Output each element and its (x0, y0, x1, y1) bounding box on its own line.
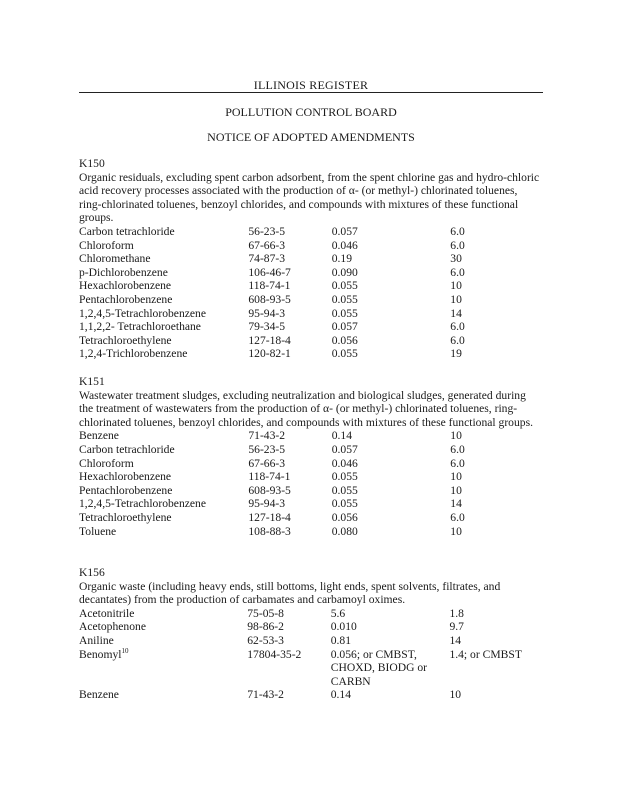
constituent-name (79, 266, 248, 280)
cas-number (248, 525, 331, 539)
cas-number (247, 648, 330, 689)
cas-number (248, 252, 331, 266)
cas-number (248, 239, 331, 253)
table-row (79, 443, 549, 457)
cas-number (248, 307, 331, 321)
nonwastewater-standard (449, 688, 549, 702)
nonwastewater-standard (450, 293, 549, 307)
table-row (79, 457, 549, 471)
wastewater-standard-text: 0.14 (330, 688, 352, 702)
constituent-rows (79, 225, 549, 361)
nonwastewater-standard (449, 648, 549, 689)
nonwastewater-standard (450, 429, 549, 443)
nonwastewater-standard (450, 252, 549, 266)
wastewater-standard-text: 0.057 (331, 224, 358, 238)
cas-number (248, 429, 331, 443)
nonwastewater-standard-text: 1.4; or CMBST (449, 647, 522, 661)
wastewater-standard-text: 0.056 (331, 333, 358, 347)
wastewater-standard (331, 620, 450, 634)
cas-number-text: 106-46-7 (248, 265, 291, 279)
register-title: ILLINOIS REGISTER (253, 78, 369, 92)
nonwastewater-standard-text: 10 (450, 279, 462, 293)
table-row (79, 320, 549, 334)
wastewater-standard-text: 0.14 (331, 429, 352, 443)
wastewater-standard (331, 648, 450, 689)
cas-number-text: 118-74-1 (248, 470, 291, 484)
nonwastewater-standard-text: 10 (449, 688, 462, 702)
wastewater-standard (332, 511, 451, 525)
cas-number (248, 293, 331, 307)
cas-number (248, 511, 331, 525)
constituent-name (79, 607, 247, 621)
constituent-name (79, 279, 248, 293)
constituent-table (79, 225, 549, 361)
constituent-name (79, 634, 247, 648)
wastewater-standard (332, 293, 451, 307)
wastewater-standard (332, 225, 451, 239)
cas-number-text: 79-34-5 (248, 320, 286, 334)
table-row (79, 484, 549, 498)
table-row (79, 607, 549, 621)
cas-number-text: 127-18-4 (248, 333, 291, 347)
table-row (79, 252, 549, 266)
table-row (79, 307, 549, 321)
cas-number (248, 470, 331, 484)
nonwastewater-standard (449, 620, 549, 634)
nonwastewater-standard (450, 443, 549, 457)
table-row (79, 429, 549, 443)
waste-code: K156 (79, 566, 105, 579)
constituent-name-text: Pentachlorobenzene (79, 292, 173, 306)
nonwastewater-standard (450, 266, 549, 280)
cas-number-text: 67-66-3 (248, 238, 286, 252)
cas-number-text: 120-82-1 (248, 347, 291, 361)
cas-number (248, 334, 331, 348)
cas-number-text: 127-18-4 (248, 510, 291, 524)
cas-number (248, 484, 331, 498)
wastewater-standard-text: 0.046 (331, 238, 358, 252)
constituent-name (79, 334, 248, 348)
constituent-name-text: Pentachlorobenzene (79, 483, 173, 497)
nonwastewater-standard (450, 334, 549, 348)
cas-number-text: 95-94-3 (248, 497, 286, 511)
constituent-name-text: Carbon tetrachloride (79, 442, 175, 456)
wastewater-standard-text: 5.6 (330, 606, 346, 620)
section-k151 (79, 375, 549, 538)
table-row (79, 634, 549, 648)
nonwastewater-standard-text: 6.0 (450, 510, 465, 524)
cas-number-text: 71-43-2 (248, 429, 286, 443)
nonwastewater-standard (450, 525, 549, 539)
nonwastewater-standard (450, 347, 549, 361)
constituent-name (79, 688, 247, 702)
wastewater-standard (332, 497, 451, 511)
constituent-name-text: Carbon tetrachloride (79, 224, 175, 238)
wastewater-standard (332, 484, 451, 498)
table-row (79, 688, 549, 702)
wastewater-standard-text: 0.055 (331, 483, 358, 497)
wastewater-standard-text: 0.057 (331, 442, 358, 456)
cas-number-text: 71-43-2 (247, 688, 284, 702)
wastewater-standard-text: 0.046 (331, 456, 358, 470)
table-row (79, 334, 549, 348)
constituent-name-text: Acetophenone (79, 620, 146, 634)
wastewater-standard (332, 320, 451, 334)
section-k150 (79, 157, 549, 361)
nonwastewater-standard-text: 6.0 (450, 442, 465, 456)
cas-number-text: 95-94-3 (248, 306, 286, 320)
table-row (79, 279, 549, 293)
cas-number-text: 62-53-3 (247, 633, 284, 647)
cas-number (248, 457, 331, 471)
constituent-name-text: Chloroform (79, 456, 134, 470)
nonwastewater-standard-text: 1.8 (449, 606, 464, 620)
wastewater-standard (331, 688, 450, 702)
constituent-name-text: Tetrachloroethylene (79, 333, 172, 347)
waste-code: K151 (79, 375, 105, 388)
constituent-name-text: Tetrachloroethylene (79, 510, 172, 524)
nonwastewater-standard (449, 607, 549, 621)
nonwastewater-standard-text: 10 (450, 429, 462, 443)
nonwastewater-standard-text: 14 (449, 633, 462, 647)
table-row (79, 525, 549, 539)
wastewater-standard (332, 347, 451, 361)
table-row (79, 225, 549, 239)
table-row (79, 511, 549, 525)
wastewater-standard-text: 0.19 (331, 252, 352, 266)
wastewater-standard-text: 0.080 (331, 524, 358, 538)
constituent-name (79, 511, 248, 525)
constituent-name-text: 1,1,2,2- Tetrachloroethane (79, 320, 201, 334)
wastewater-standard-text: 0.055 (331, 347, 358, 361)
cas-number (248, 266, 331, 280)
nonwastewater-standard (450, 457, 549, 471)
cas-number (248, 279, 331, 293)
constituent-name (79, 225, 248, 239)
cas-number (248, 497, 331, 511)
cas-number (248, 225, 331, 239)
cas-number (248, 347, 331, 361)
constituent-name-text: 1,2,4,5-Tetrachlorobenzene (79, 497, 206, 511)
waste-description: Organic residuals, excluding spent carbon adsorbent, from the spent chlorine gas and hydro-chloric acid recovery processes associated with the production of α- (or methyl-) chlorinated toluenes, ring-chlorinated toluenes, benzoyl chlorides, and compounds with mixtures of these functional groups. (79, 170, 540, 225)
constituent-name-text: Hexachlorobenzene (79, 279, 172, 293)
nonwastewater-standard-text: 6.0 (450, 320, 465, 334)
waste-code: K150 (79, 157, 105, 170)
wastewater-standard-text: 0.057 (331, 320, 358, 334)
nonwastewater-standard-text: 10 (450, 483, 462, 497)
wastewater-standard-text: 0.055 (331, 470, 358, 484)
nonwastewater-standard-text: 14 (450, 306, 462, 320)
wastewater-standard (332, 266, 451, 280)
cas-number (248, 320, 331, 334)
constituent-name-text: 1,2,4,5-Tetrachlorobenzene (79, 306, 206, 320)
constituent-name (79, 648, 247, 689)
constituent-name-text: 1,2,4-Trichlorobenzene (79, 347, 188, 361)
nonwastewater-standard-text: 6.0 (450, 238, 465, 252)
nonwastewater-standard (450, 470, 549, 484)
constituent-table (79, 429, 549, 538)
nonwastewater-standard (450, 307, 549, 321)
cas-number-text: 56-23-5 (248, 442, 286, 456)
constituent-name (79, 497, 248, 511)
constituent-name (79, 307, 248, 321)
wastewater-standard (332, 334, 451, 348)
wastewater-standard (331, 634, 450, 648)
table-row (79, 293, 549, 307)
table-row (79, 266, 549, 280)
wastewater-standard-text: 0.010 (330, 620, 357, 634)
cas-number (247, 607, 330, 621)
constituent-name-text: Chloromethane (79, 252, 151, 266)
constituent-rows (79, 429, 549, 538)
wastewater-standard (332, 470, 451, 484)
wastewater-standard (332, 252, 451, 266)
nonwastewater-standard (450, 279, 549, 293)
cas-number-text: 75-05-8 (247, 606, 284, 620)
wastewater-standard (332, 279, 451, 293)
cas-number-text: 108-88-3 (248, 524, 291, 538)
table-row (79, 620, 549, 634)
nonwastewater-standard (450, 239, 549, 253)
nonwastewater-standard-text: 9.7 (449, 620, 464, 634)
nonwastewater-standard-text: 10 (450, 470, 462, 484)
nonwastewater-standard (450, 225, 549, 239)
wastewater-standard (332, 429, 451, 443)
constituent-name-text: Benomyl (79, 647, 122, 661)
table-row (79, 497, 549, 511)
cas-number (248, 443, 331, 457)
wastewater-standard-text: 0.056; or CMBST, CHOXD, BIODG or CARBN (330, 647, 428, 688)
nonwastewater-standard (450, 511, 549, 525)
wastewater-standard (332, 457, 451, 471)
nonwastewater-standard-text: 10 (450, 524, 462, 538)
table-row (79, 470, 549, 484)
constituent-name (79, 347, 248, 361)
constituent-name (79, 443, 248, 457)
table-row (79, 648, 549, 689)
constituent-name-text: Benzene (79, 688, 119, 702)
constituent-name (79, 239, 248, 253)
cas-number-text: 56-23-5 (248, 224, 286, 238)
cas-number-text: 608-93-5 (248, 292, 291, 306)
constituent-name-text: Hexachlorobenzene (79, 470, 172, 484)
waste-description: Wastewater treatment sludges, excluding neutralization and biological sludges, generated during the treatment of wastewaters from the production of α- (or methyl-) chlorinated toluenes, ring-chlorinated toluenes, benzoyl chlorides, and compounds with mixtures of these functional groups. (79, 388, 533, 429)
wastewater-standard (332, 307, 451, 321)
nonwastewater-standard (450, 320, 549, 334)
nonwastewater-standard-text: 6.0 (450, 265, 465, 279)
constituent-name-text: p-Dichlorobenzene (79, 265, 168, 279)
nonwastewater-standard-text: 6.0 (450, 456, 465, 470)
wastewater-standard-text: 0.055 (331, 497, 358, 511)
constituent-table (79, 607, 549, 702)
wastewater-standard (332, 239, 451, 253)
cas-number-text: 118-74-1 (248, 279, 291, 293)
constituent-name (79, 470, 248, 484)
constituent-name (79, 484, 248, 498)
constituent-name (79, 293, 248, 307)
constituent-name (79, 429, 248, 443)
wastewater-standard-text: 0.056 (331, 510, 358, 524)
footnote-marker: 10 (121, 646, 129, 655)
cas-number-text: 608-93-5 (248, 483, 291, 497)
waste-description: Organic waste (including heavy ends, still bottoms, light ends, spent solvents, filtrates, and decantates) from the production of carbamates and carbamoyl oximes. (79, 579, 501, 607)
wastewater-standard (331, 607, 450, 621)
nonwastewater-standard-text: 14 (450, 497, 462, 511)
constituent-name-text: Chloroform (79, 238, 134, 252)
notice-title: NOTICE OF ADOPTED AMENDMENTS (207, 130, 415, 144)
constituent-name (79, 457, 248, 471)
nonwastewater-standard-text: 30 (450, 252, 462, 266)
wastewater-standard (332, 525, 451, 539)
wastewater-standard-text: 0.055 (331, 279, 358, 293)
nonwastewater-standard-text: 6.0 (450, 224, 465, 238)
section-k156 (79, 566, 549, 702)
constituent-name (79, 525, 248, 539)
cas-number-text: 74-87-3 (248, 252, 286, 266)
board-title: POLLUTION CONTROL BOARD (225, 105, 397, 119)
constituent-name (79, 252, 248, 266)
constituent-name-text: Toluene (79, 524, 117, 538)
cas-number (247, 634, 330, 648)
nonwastewater-standard (449, 634, 549, 648)
constituent-name (79, 620, 247, 634)
cas-number-text: 17804-35-2 (247, 647, 302, 661)
wastewater-standard-text: 0.81 (330, 633, 352, 647)
nonwastewater-standard (450, 497, 549, 511)
constituent-name (79, 320, 248, 334)
nonwastewater-standard-text: 6.0 (450, 333, 465, 347)
wastewater-standard-text: 0.055 (331, 306, 358, 320)
table-row (79, 239, 549, 253)
cas-number-text: 67-66-3 (248, 456, 286, 470)
wastewater-standard-text: 0.055 (331, 292, 358, 306)
nonwastewater-standard-text: 10 (450, 292, 462, 306)
wastewater-standard-text: 0.090 (331, 265, 358, 279)
constituent-name-text: Acetonitrile (79, 606, 135, 620)
constituent-rows (79, 607, 549, 702)
cas-number (247, 620, 330, 634)
constituent-name-text: Benzene (79, 429, 119, 443)
cas-number (247, 688, 330, 702)
wastewater-standard (332, 443, 451, 457)
nonwastewater-standard-text: 19 (450, 347, 462, 361)
cas-number-text: 98-86-2 (247, 620, 284, 634)
constituent-name-text: Aniline (79, 633, 114, 647)
nonwastewater-standard (450, 484, 549, 498)
header-rule (79, 92, 543, 93)
table-row (79, 347, 549, 361)
